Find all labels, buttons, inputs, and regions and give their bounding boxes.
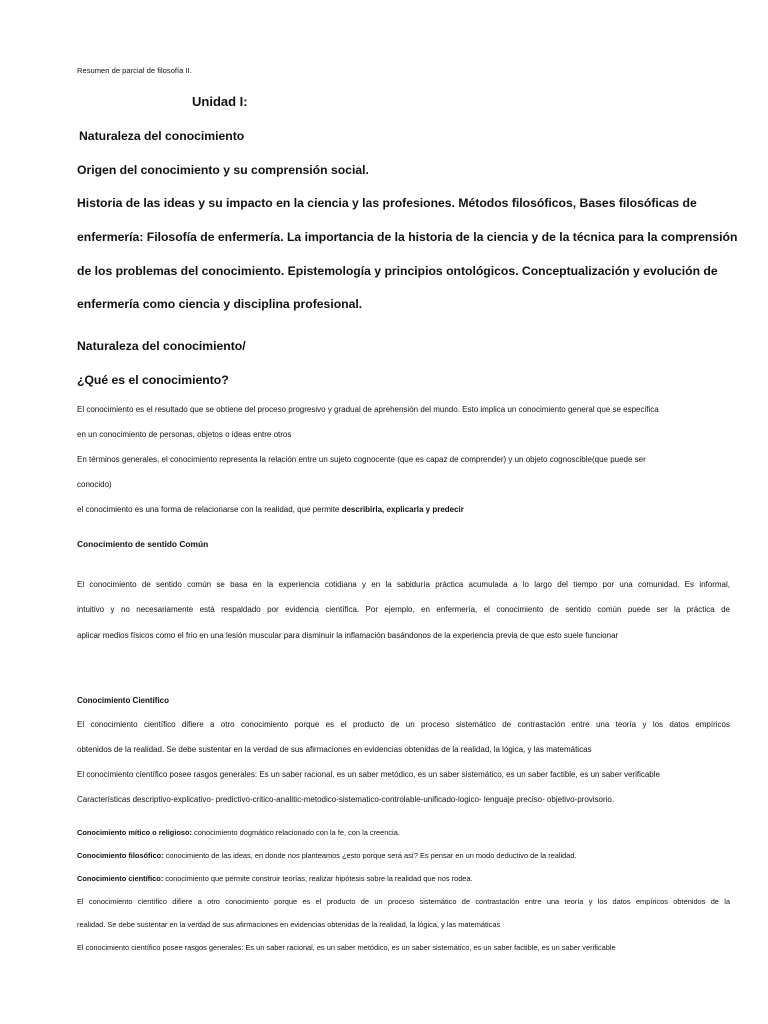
- scientific-line-4: Características descriptivo-explicativo- predictivo-critico-analitic-metodico-sistematico-controlable-unificado-logico- lenguaje preciso- objetivo-provisorio.: [77, 795, 615, 804]
- common-sense-line-2: intuitivo y no necesariamente está respaldado por evidencia científica. Por ejemplo, en enfermería, el conocimiento de sentido común puede ser la práctica de: [77, 605, 730, 614]
- type-philosophical-label: Conocimiento filosófico:: [77, 851, 164, 860]
- common-sense-line-1: El conocimiento de sentido común se basa en la experiencia cotidiana y en la sabiduría práctica acumulada a lo largo del tiempo por una comunidad. Es informal,: [77, 580, 730, 589]
- topic-origin-of-knowledge: Origen del conocimiento y su comprensión social.: [77, 163, 369, 177]
- scientific-heading: Conocimiento Científico: [77, 696, 169, 705]
- closing-line-3: El conocimiento científico posee rasgos generales: Es un saber racional, es un saber metódico, es un saber sistemático, es un saber factible, es un saber verificable: [77, 943, 616, 952]
- topic-nature-of-knowledge: Naturaleza del conocimiento: [79, 129, 245, 143]
- scientific-line-3: El conocimiento científico posee rasgos generales: Es un saber racional, es un saber metódico, es un saber sistemático, es un saber factible, es un saber verificable: [77, 770, 660, 779]
- relation-bold-text: describirla, explicarla y predecir: [341, 505, 464, 514]
- intro-line-4: conocido): [77, 480, 112, 489]
- common-sense-line-3: aplicar medios físicos como el frio en una lesión muscular para disminuir la inflamación basándonos de la experiencia previa de que esto suele funcionar: [77, 631, 619, 640]
- topic-history-line-1: Historia de las ideas y su impacto en la ciencia y las profesiones. Métodos filosóficos, Bases filosóficas de: [77, 196, 697, 210]
- type-mythic: [77, 828, 400, 837]
- type-philosophical-text: conocimiento de las ideas, en donde nos planteamos ¿esto porque será así? Es pensar en un modo deductivo de la realidad.: [163, 851, 577, 860]
- unit-title: Unidad I:: [192, 94, 248, 109]
- type-scientific-text: conocimiento que permite construir teorías, realizar hipótesis sobre la realidad que nos rodea.: [163, 874, 473, 883]
- topic-history-line-3: de los problemas del conocimiento. Epistemología y principios ontológicos. Conceptualización y evolución de: [77, 264, 718, 278]
- relation-plain-text: el conocimiento es una forma de relacionarse con la realidad, que permite: [77, 505, 342, 514]
- top-note: Resumen de parcial de filosofía II.: [77, 66, 192, 75]
- scientific-line-2: obtenidos de la realidad. Se debe sustentar en la verdad de sus afirmaciones en evidencias obtenidas de la realidad, la lógica, y las matemáticas: [77, 745, 592, 754]
- type-scientific: [77, 874, 473, 883]
- common-sense-heading: Conocimiento de sentido Común: [77, 539, 209, 549]
- type-scientific-label: Conocimiento científico:: [77, 874, 164, 883]
- type-mythic-text: conocimiento dogmático relacionado con la fe, con la creencia.: [191, 828, 400, 837]
- type-mythic-label: Conocimiento mítico o religioso:: [77, 828, 192, 837]
- closing-line-1: El conocimiento científico difiere a otro conocimiento porque es el producto de un proceso sistemático de contrastación entre una teoría y los datos empíricos obtenidos de la: [77, 897, 730, 906]
- intro-line-3: En términos generales, el conocimiento representa la relación entre un sujeto cognocente (que es capaz de comprender) y un objeto cognoscible(que puede ser: [77, 455, 646, 464]
- relation-line: [77, 505, 464, 514]
- section-heading: Naturaleza del conocimiento/: [77, 339, 246, 353]
- closing-line-2: realidad. Se debe sustentar en la verdad de sus afirmaciones en evidencias obtenidas de la realidad, la lógica, y las matemáticas: [77, 920, 501, 929]
- question-heading: ¿Qué es el conocimiento?: [77, 373, 229, 387]
- scientific-line-1: El conocimiento científico difiere a otro conocimiento porque es el producto de un proceso sistemático de contrastación entre una teoría y los datos empíricos: [77, 720, 730, 729]
- topic-history-line-2: enfermería: Filosofía de enfermería. La importancia de la historia de la ciencia y de la técnica para la comprensión: [77, 230, 738, 244]
- intro-line-1: El conocimiento es el resultado que se obtiene del proceso progresivo y gradual de aprehensión del mundo. Esto implica un conocimiento general que se especifica: [77, 405, 659, 414]
- topic-history-line-4: enfermería como ciencia y disciplina profesional.: [77, 297, 363, 311]
- intro-line-2: en un conocimiento de personas, objetos o ideas entre otros: [77, 430, 292, 439]
- type-philosophical: [77, 851, 577, 860]
